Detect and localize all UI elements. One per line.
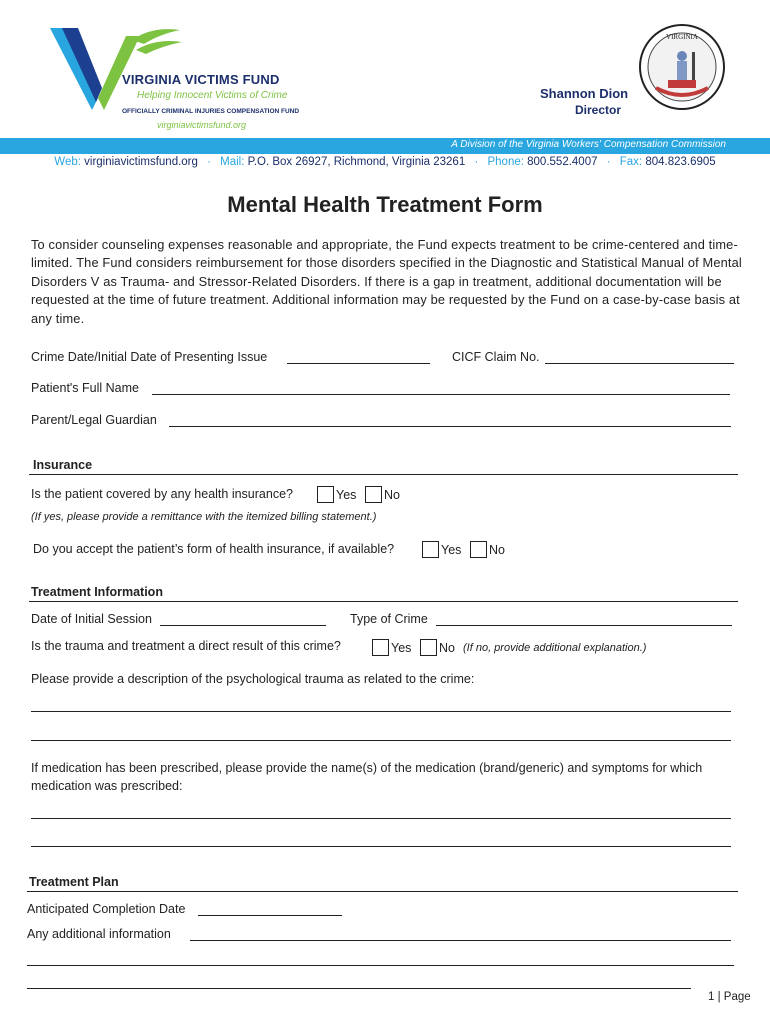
- direct-result-no-checkbox[interactable]: [420, 639, 437, 656]
- crime-type-label: Type of Crime: [350, 612, 428, 626]
- org-site: virginiavictimsfund.org: [157, 120, 247, 130]
- trauma-description-line-2[interactable]: [31, 740, 731, 741]
- insurance-divider: [29, 474, 738, 475]
- mail-value: P.O. Box 26927, Richmond, Virginia 23261: [247, 156, 466, 168]
- medication-line-1[interactable]: [31, 818, 731, 819]
- accept-no-checkbox[interactable]: [470, 541, 487, 558]
- additional-info-line-1[interactable]: [190, 940, 731, 941]
- plan-heading: Treatment Plan: [29, 875, 119, 889]
- crime-date-field[interactable]: [287, 363, 430, 364]
- accept-question: Do you accept the patient’s form of health insurance, if available?: [33, 542, 395, 556]
- medication-label: If medication has been prescribed, please provide the name(s) of the medication (brand/generic) and symptoms for which medication was prescribed:: [31, 761, 703, 793]
- mail-label: Mail:: [220, 156, 245, 168]
- svg-text:VIRGINIA: VIRGINIA: [666, 33, 698, 41]
- treatment-divider: [29, 601, 738, 602]
- treatment-heading: Treatment Information: [31, 585, 163, 599]
- direct-result-question: Is the trauma and treatment a direct result of this crime?: [31, 639, 341, 653]
- additional-info-line-2[interactable]: [27, 965, 734, 966]
- plan-divider: [27, 891, 738, 892]
- completion-date-label: Anticipated Completion Date: [27, 902, 186, 916]
- page-number: 1 | Page: [708, 991, 751, 1003]
- patient-name-label: Patient's Full Name: [31, 381, 139, 395]
- org-name: VIRGINIA VICTIMS FUND: [122, 72, 280, 87]
- web-label: Web:: [54, 156, 81, 168]
- covered-yes-checkbox[interactable]: [317, 486, 334, 503]
- trauma-description-label: Please provide a description of the psychological trauma as related to the crime:: [31, 672, 475, 686]
- remittance-note: (If yes, please provide a remittance with the itemized billing statement.): [31, 511, 377, 523]
- division-text: A Division of the Virginia Workers' Compensation Commission: [451, 139, 726, 150]
- accept-yes-checkbox[interactable]: [422, 541, 439, 558]
- claim-no-field[interactable]: [545, 363, 734, 364]
- completion-date-field[interactable]: [198, 915, 342, 916]
- covered-yes-label: Yes: [336, 488, 357, 502]
- claim-no-label: CICF Claim No.: [452, 350, 540, 364]
- guardian-field[interactable]: [169, 426, 731, 427]
- direct-result-note: (If no, provide additional explanation.): [463, 642, 647, 654]
- phone-label: Phone:: [487, 156, 524, 168]
- accept-no-label: No: [489, 543, 505, 557]
- initial-session-label: Date of Initial Session: [31, 612, 152, 626]
- form-intro: To consider counseling expenses reasonable and appropriate, the Fund expects treatment to be crime-centered and time-limited. The Fund considers reimbursement for those disorders specified in the Diagnostic and Statistical Manual of Mental Disorders V as Trauma- and Stressor-Related Disorders. If there is a gap in treatment, additional documentation will be requested at the time of future treatment. Additional information may be requested by the Fund on a case-by-case basis at any time.: [31, 237, 742, 326]
- covered-no-label: No: [384, 488, 400, 502]
- accept-yes-label: Yes: [441, 543, 462, 557]
- direct-result-yes-checkbox[interactable]: [372, 639, 389, 656]
- patient-name-field[interactable]: [152, 394, 730, 395]
- web-value: virginiavictimsfund.org: [84, 156, 198, 168]
- additional-info-label: Any additional information: [27, 927, 171, 941]
- initial-session-field[interactable]: [160, 625, 326, 626]
- director-name: Shannon Dion: [540, 86, 629, 101]
- insurance-heading: Insurance: [33, 458, 93, 472]
- fax-value: 804.823.6905: [645, 156, 716, 168]
- org-tagline: Helping Innocent Victims of Crime: [137, 90, 288, 101]
- crime-date-label: Crime Date/Initial Date of Presenting Issue: [31, 350, 268, 364]
- phone-value: 800.552.4007: [527, 156, 598, 168]
- virginia-seal-icon: [638, 22, 726, 112]
- guardian-label: Parent/Legal Guardian: [31, 413, 157, 427]
- fax-label: Fax:: [619, 156, 643, 168]
- form-title: Mental Health Treatment Form: [227, 192, 543, 217]
- direct-result-no-label: No: [439, 641, 455, 655]
- contact-line: Web: virginiavictimsfund.org · Mail: P.O. Box 26927, Richmond, Virginia 23261 · Phone: 800.552.4007 · Fax: 804.823.6905: [54, 156, 716, 168]
- org-official-name: OFFICIALLY CRIMINAL INJURIES COMPENSATION FUND: [122, 108, 300, 115]
- covered-question: Is the patient covered by any health insurance?: [31, 487, 293, 501]
- trauma-description-line-1[interactable]: [31, 711, 731, 712]
- direct-result-yes-label: Yes: [391, 641, 412, 655]
- covered-no-checkbox[interactable]: [365, 486, 382, 503]
- medication-line-2[interactable]: [31, 846, 731, 847]
- director-title: Director: [575, 103, 622, 117]
- crime-type-field[interactable]: [436, 625, 732, 626]
- additional-info-line-3[interactable]: [27, 988, 691, 989]
